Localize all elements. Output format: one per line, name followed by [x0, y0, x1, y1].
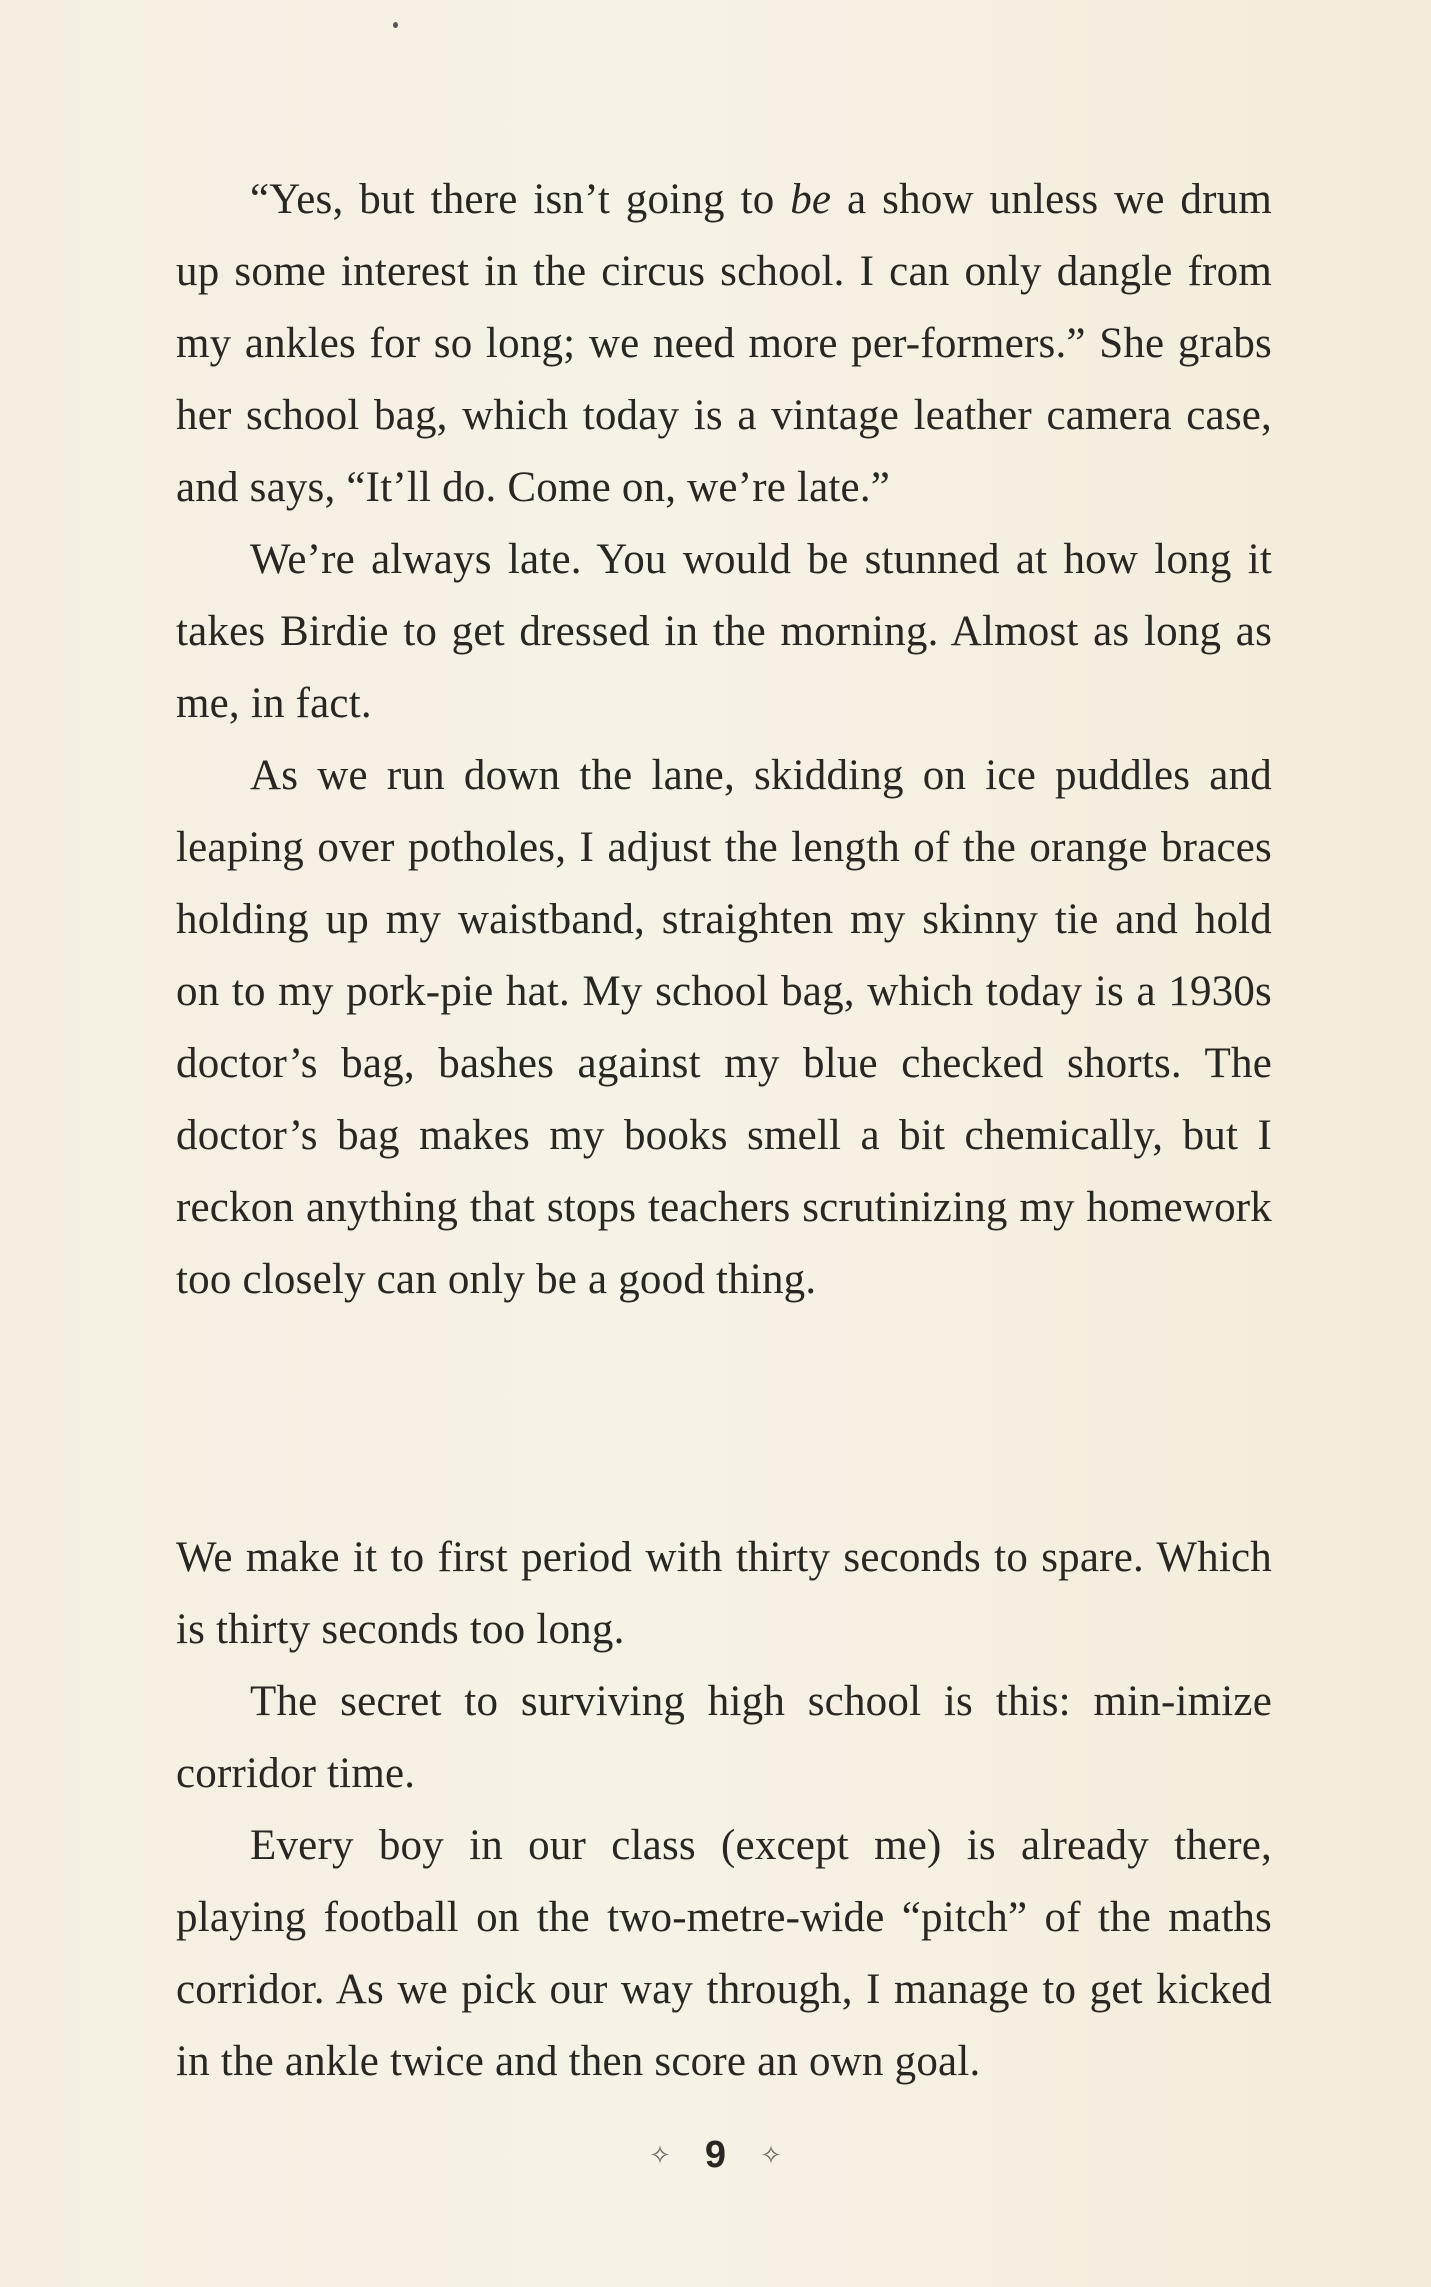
- paragraph-1-pre: “Yes, but there isn’t going to: [250, 176, 791, 223]
- paragraph-2: We’re always late. You would be stunned at how long it takes Birdie to get dressed in the morning. Almost as long as me, in fact.: [176, 536, 1272, 727]
- paragraph-1-emphasis: be: [790, 176, 832, 223]
- text-section-1: [176, 164, 1272, 1316]
- ornament-left-icon: ✧: [649, 2139, 671, 2170]
- page-number: 9: [704, 2133, 727, 2176]
- paragraph-6: Every boy in our class (except me) is already there, playing football on the two-metre-wide “pitch” of the maths corridor. As we pick our way through, I manage to get kicked in the ankle twice and then score an own goal.: [176, 1822, 1272, 2085]
- ornament-right-icon: ✧: [760, 2139, 782, 2170]
- paragraph-5: The secret to surviving high school is this: min-imize corridor time.: [176, 1678, 1272, 1797]
- paragraph-4: We make it to first period with thirty seconds to spare. Which is thirty seconds too long.: [176, 1534, 1272, 1653]
- paragraph-3: As we run down the lane, skidding on ice puddles and leaping over potholes, I adjust the length of the orange braces holding up my waistband, straighten my skinny tie and hold on to my pork-pie hat. My school bag, which today is a 1930s doctor’s bag, bashes against my blue checked shorts. The doctor’s bag makes my books smell a bit chemically, but I reckon anything that stops teachers scrutinizing my homework too closely can only be a good thing.: [176, 752, 1272, 1303]
- page-footer: [0, 2128, 1431, 2180]
- paragraph-1-post: a show unless we drum up some interest in the circus school. I can only dangle from my ankles for so long; we need more per-formers.” She grabs her school bag, which today is a vintage leather camera case, and says, “It’ll do. Come on, we’re late.”: [176, 176, 1272, 511]
- paragraph-1: [176, 164, 1272, 524]
- text-section-2: [176, 1522, 1272, 2098]
- page-speck: [393, 22, 398, 28]
